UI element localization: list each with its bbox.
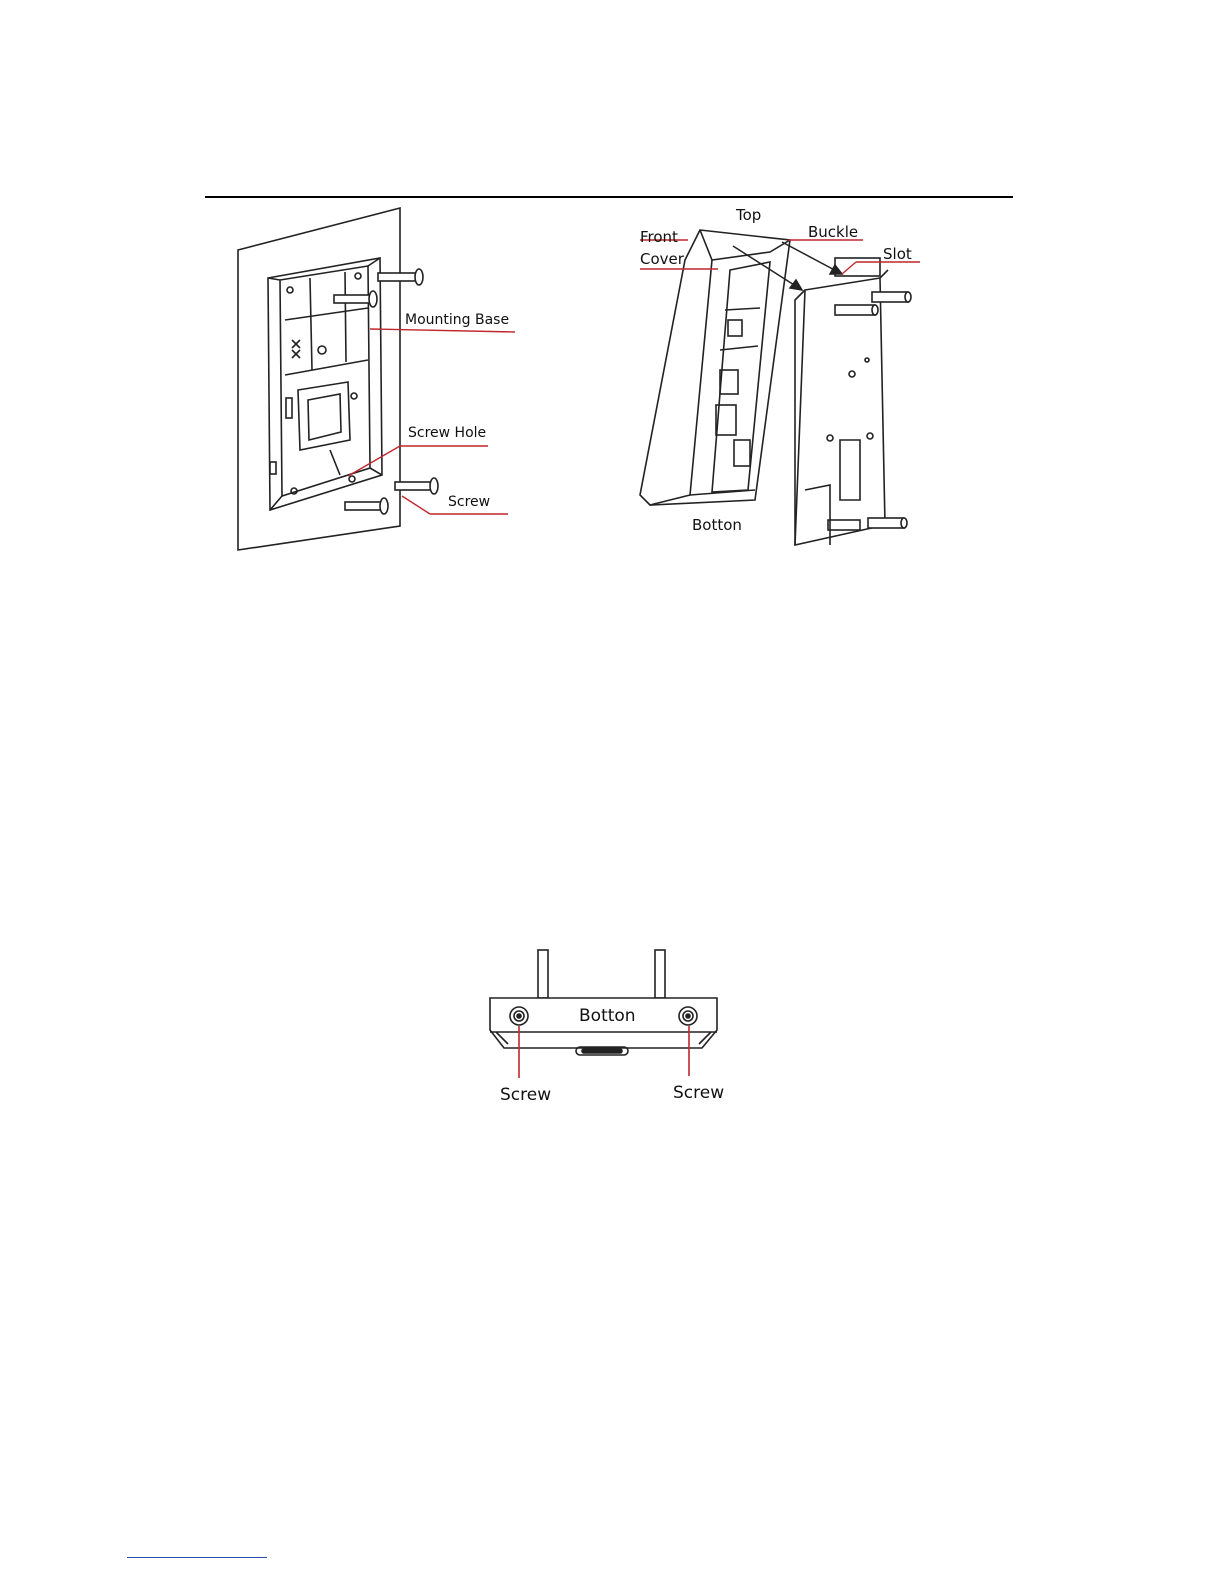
buckle-label: Buckle (808, 223, 859, 241)
screw-hole-label: Screw Hole (408, 425, 487, 441)
bottom-label: Botton (692, 516, 742, 534)
right-screw-label: Screw (673, 1083, 725, 1103)
left-screw-label: Screw (500, 1085, 552, 1105)
front-cover-diagram (630, 200, 930, 560)
mounting-base-diagram (230, 200, 530, 565)
footnote-rule (127, 1557, 267, 1558)
bottom-view-label: Botton (579, 1006, 636, 1026)
mounting-base-label: Mounting Base (405, 312, 510, 328)
bottom-view-diagram (480, 940, 750, 1115)
top-label: Top (736, 206, 762, 224)
cover-label: Cover (640, 250, 684, 268)
front-label: Front (640, 228, 678, 246)
slot-label: Slot (883, 245, 912, 263)
screw-label: Screw (448, 494, 491, 510)
header-rule (205, 196, 1013, 198)
